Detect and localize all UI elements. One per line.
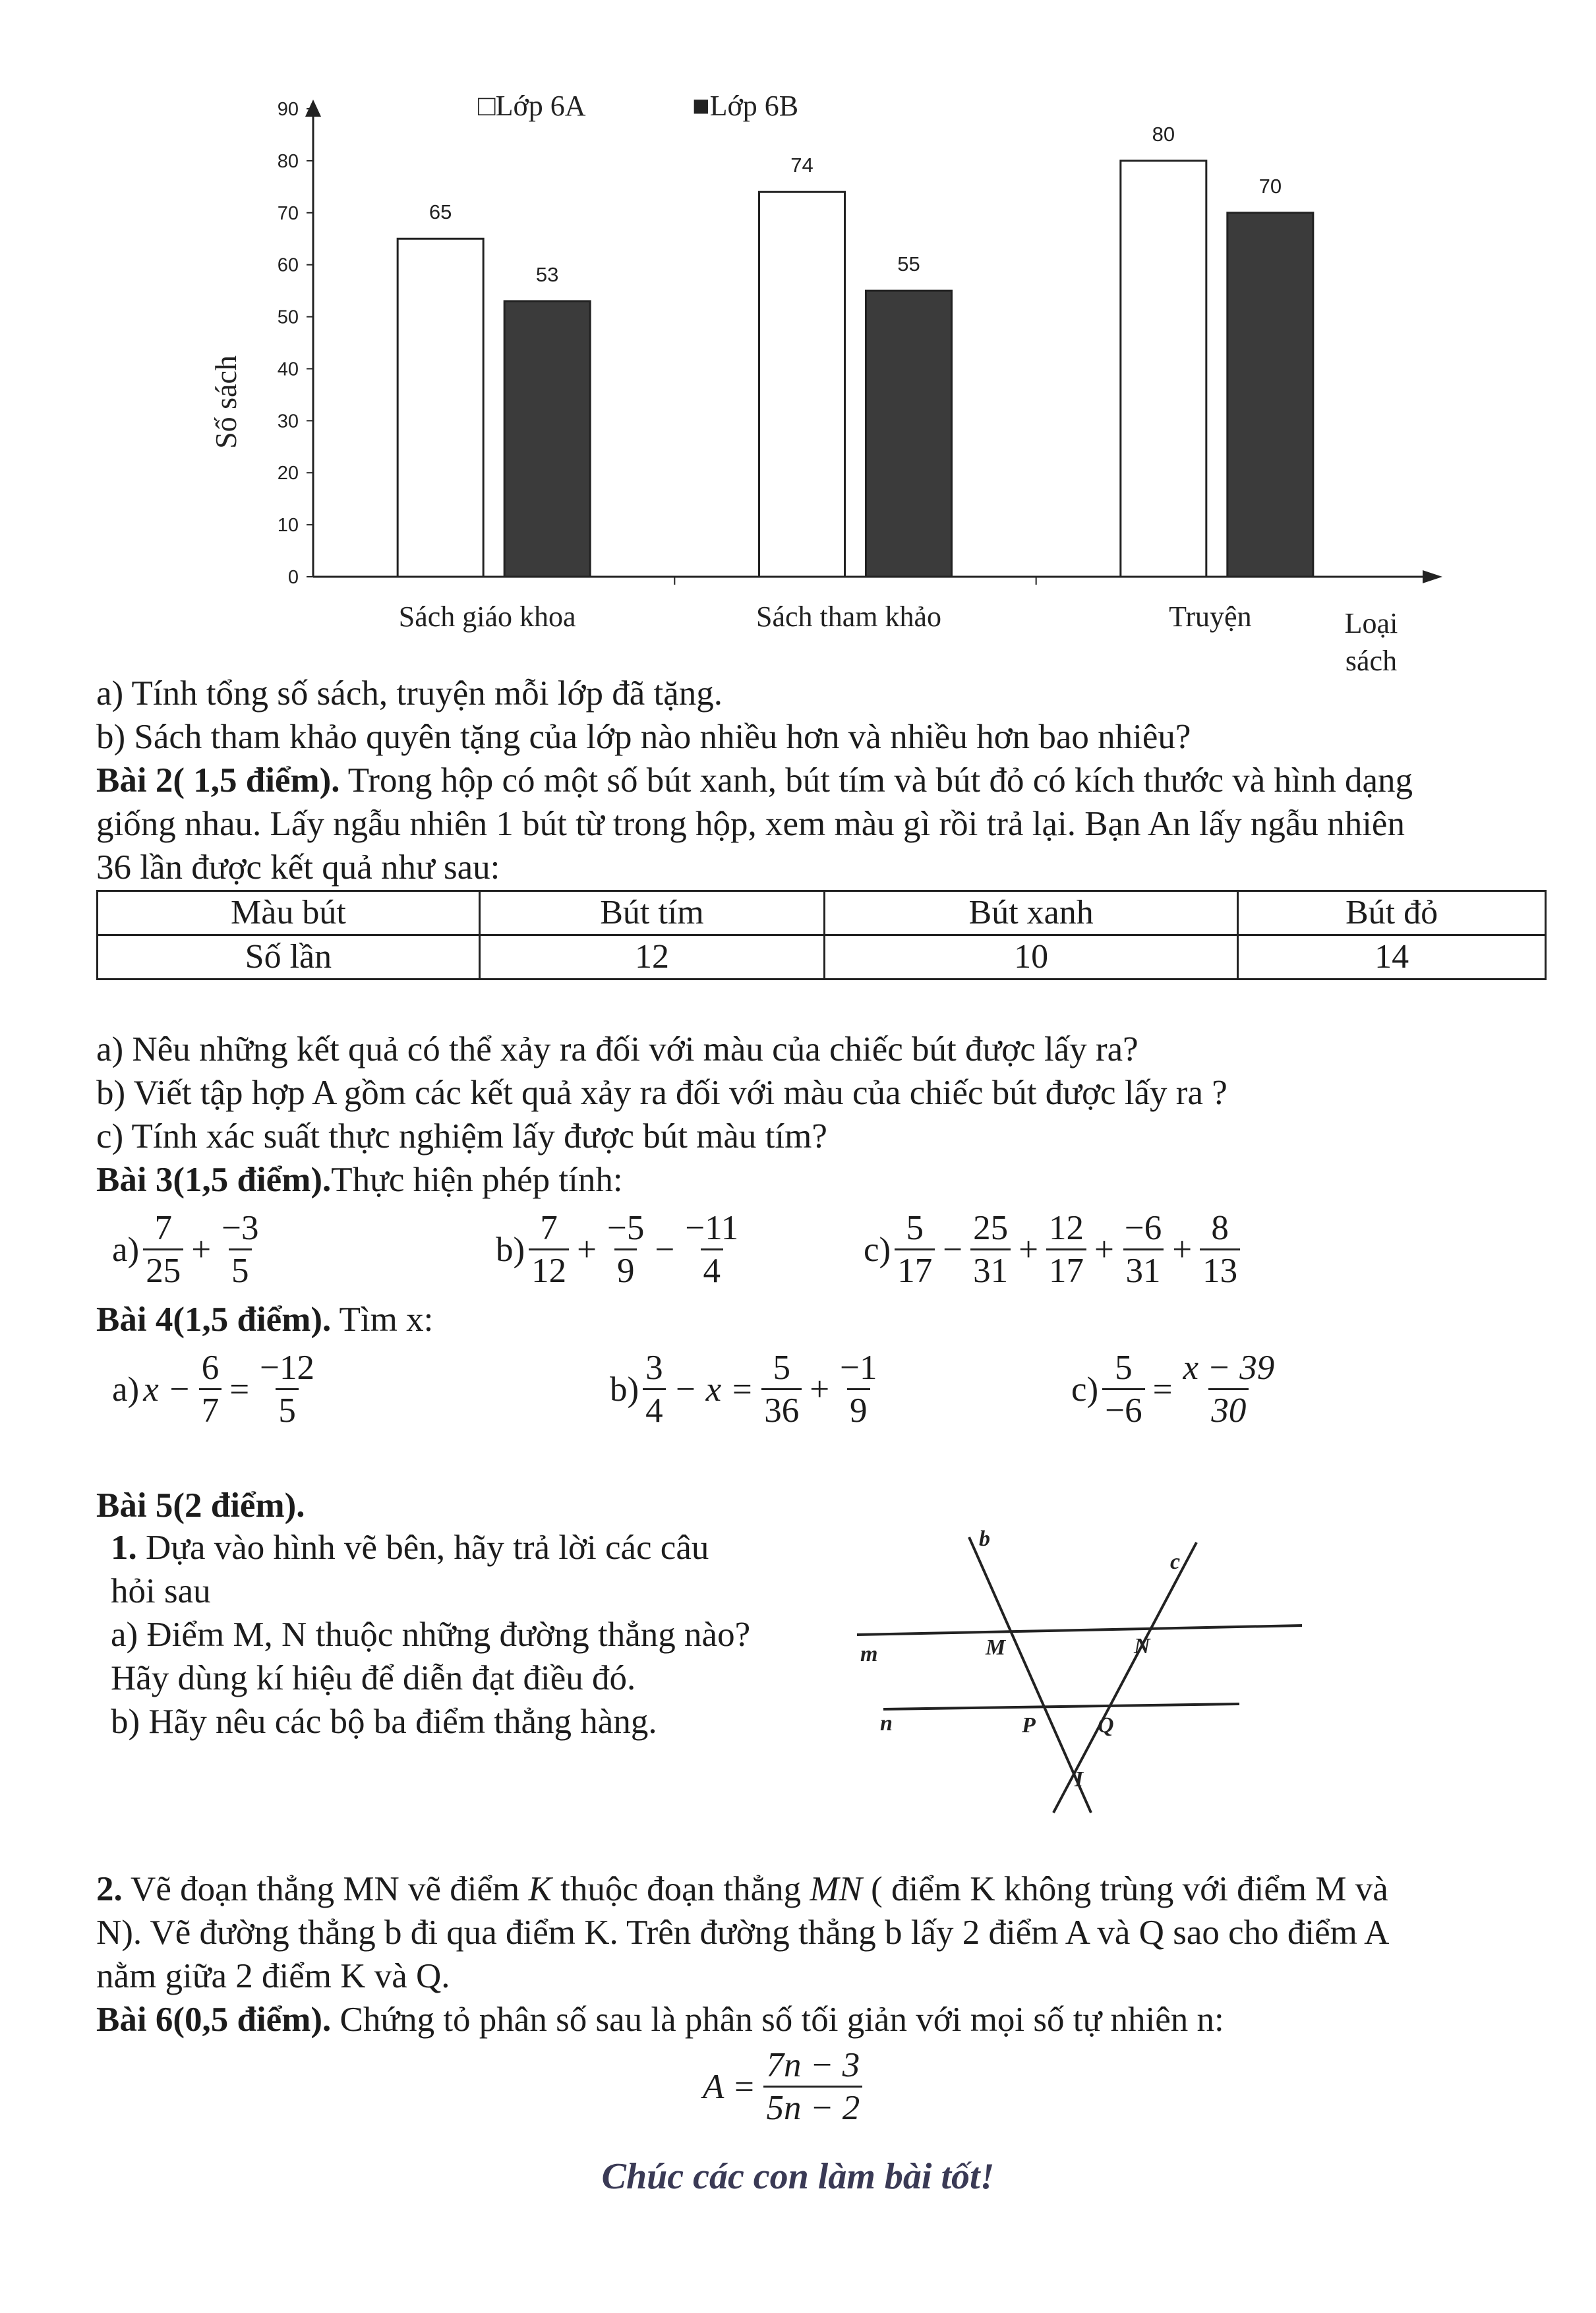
- q3-b-label: b): [496, 1230, 525, 1269]
- fraction: $\frac{6}{7}$: [199, 1347, 222, 1431]
- x-axis-title-line1: Loại: [1344, 607, 1398, 639]
- legend-6b: ■Lớp 6B: [692, 90, 799, 122]
- q4-b-expr: b) $\frac{3}{4}$ − x = $\frac{5}{36}$ + $\frac{-1}{9}$: [610, 1347, 884, 1431]
- q6-title: Bài 6(0,5 điểm).: [96, 2001, 332, 2039]
- q2-b: b) Viết tập hợp A gồm các kết quả xảy ra đối với màu của chiếc bút được lấy ra ?: [96, 1074, 1227, 1112]
- line-m: [857, 1625, 1302, 1635]
- bar: [759, 192, 845, 577]
- fraction: $\frac{7n - 3}{5n - 2}$: [763, 2045, 862, 2128]
- q6-heading: [96, 1999, 1224, 2041]
- legend: [478, 90, 798, 122]
- q5-p1-a1: a) Điểm M, N thuộc những đường thẳng nào?: [111, 1616, 751, 1654]
- q3-c-label: c): [864, 1230, 891, 1269]
- y-axis-title: Số sách: [209, 355, 243, 449]
- bar: [1227, 213, 1313, 577]
- q5-p1-line1: 1. Dựa vào hình vẽ bên, hãy trả lời các câu: [111, 1529, 709, 1567]
- bar-value-label: 53: [535, 262, 559, 286]
- label-Q: Q: [1098, 1713, 1114, 1738]
- bar-value-label: 55: [897, 252, 920, 276]
- bar: [1121, 161, 1206, 577]
- q5-p2-line3: nằm giữa 2 điểm K và Q.: [96, 1957, 450, 1995]
- fraction: $\frac{5}{36}$: [761, 1347, 802, 1431]
- table-cell: Màu bút: [98, 891, 480, 935]
- bar-value-label: 70: [1258, 174, 1282, 198]
- table-cell: Bút xanh: [825, 891, 1238, 935]
- q5-p1-a2: Hãy dùng kí hiệu để diễn đạt điều đó.: [111, 1659, 636, 1697]
- fraction: $\frac{5}{17}$: [895, 1208, 935, 1291]
- y-tick-label: 0: [287, 567, 299, 588]
- y-tick-label: 90: [277, 99, 299, 120]
- q5-title: Bài 5(2 điểm).: [96, 1486, 305, 1525]
- q2-intro-line1: [96, 759, 1413, 802]
- table-cell: Số lần: [98, 935, 480, 980]
- q1-b: b) Sách tham khảo quyên tặng của lớp nào nhiều hơn và nhiều hơn bao nhiêu?: [96, 718, 1191, 756]
- category-label: Sách tham khảo: [755, 600, 942, 633]
- pen-table: [96, 890, 1547, 980]
- y-tick-label: 40: [277, 359, 299, 380]
- bar: [866, 291, 952, 577]
- table-cell: Bút tím: [479, 891, 824, 935]
- fraction: $\frac{-5}{9}$: [607, 1209, 645, 1290]
- bar-value-label: 65: [429, 200, 452, 224]
- fraction: $\frac{12}{17}$: [1046, 1208, 1086, 1291]
- category-label: Truyện: [1169, 600, 1252, 633]
- closing-message: Chúc các con làm bài tốt!: [601, 2156, 995, 2197]
- table-row: [98, 935, 1546, 980]
- label-I: I: [1075, 1767, 1084, 1792]
- q2-intro-text: Trong hộp có một số bút xanh, bút tím và bút đỏ có kích thước và hình dạng: [340, 761, 1413, 800]
- table-cell: 10: [825, 935, 1238, 980]
- geometry-figure: [844, 1523, 1318, 1819]
- label-b: b: [979, 1527, 990, 1551]
- fraction: $\frac{-3}{5}$: [222, 1209, 259, 1290]
- y-tick-label: 50: [277, 307, 299, 328]
- q3-heading: [96, 1159, 623, 1201]
- q4-text: Tìm x:: [331, 1301, 434, 1339]
- q5-p2-line2: N). Vẽ đường thẳng b đi qua điểm K. Trên đường thẳng b lấy 2 điểm A và Q sao cho điểm A: [96, 1914, 1390, 1952]
- q3-c-expr: c) $\frac{5}{17}$ − $\frac{25}{31}$ + $\frac{12}{17}$ + $\frac{-6}{31}$ + $\frac{8}{13}$: [864, 1208, 1244, 1291]
- fraction: $\frac{7}{25}$: [143, 1208, 183, 1291]
- label-M: M: [986, 1635, 1006, 1660]
- bar: [504, 301, 590, 577]
- table-row: [98, 891, 1546, 935]
- line-n: [883, 1704, 1239, 1709]
- table-cell: 12: [479, 935, 824, 980]
- bar: [398, 239, 483, 577]
- label-m: m: [860, 1642, 878, 1666]
- label-N: N: [1134, 1634, 1150, 1658]
- fraction: $\frac{8}{13}$: [1200, 1208, 1240, 1291]
- fraction: $\frac{25}{31}$: [970, 1208, 1011, 1291]
- q5-p1-line2: hỏi sau: [111, 1572, 211, 1610]
- category-labels: [399, 577, 1252, 633]
- q4-a-label: a): [112, 1370, 140, 1409]
- q2-a: a) Nêu những kết quả có thể xảy ra đối với màu của chiếc bút được lấy ra?: [96, 1030, 1138, 1069]
- fraction: $\frac{5}{-6}$: [1102, 1347, 1144, 1431]
- q2-intro-line2: giống nhau. Lấy ngẫu nhiên 1 bút từ trong hộp, xem màu gì rồi trả lại. Bạn An lấy ngẫu nhiên: [96, 805, 1405, 843]
- bar-chart: [198, 86, 1463, 692]
- y-tick-label: 60: [277, 254, 299, 276]
- q5-p2-line1: 2. Vẽ đoạn thẳng MN vẽ điểm K thuộc đoạn thẳng MN ( điểm K không trùng với điểm M và: [96, 1870, 1388, 1908]
- q3-b-expr: b) $\frac{7}{12}$ + $\frac{-5}{9}$ − $\frac{-11}{4}$: [496, 1208, 745, 1291]
- bars: [398, 123, 1313, 577]
- fraction: $\frac{-12}{5}$: [260, 1349, 315, 1430]
- y-tick-label: 10: [277, 515, 299, 537]
- q3-a-label: a): [112, 1230, 140, 1269]
- y-tick-label: 70: [277, 202, 299, 224]
- category-label: Sách giáo khoa: [398, 600, 576, 633]
- label-n: n: [880, 1711, 893, 1736]
- fraction: $\frac{-1}{9}$: [840, 1349, 877, 1430]
- q3-text: Thực hiện phép tính:: [331, 1161, 623, 1199]
- q4-a-expr: a) x − $\frac{6}{7}$ = $\frac{-12}{5}$: [112, 1347, 321, 1431]
- q2-intro-line3: 36 lần được kết quả như sau:: [96, 848, 500, 887]
- line-b: [969, 1537, 1091, 1813]
- q2-c: c) Tính xác suất thực nghiệm lấy được bút màu tím?: [96, 1117, 827, 1156]
- fraction: $\frac{7}{12}$: [529, 1208, 569, 1291]
- q2-title: Bài 2( 1,5 điểm).: [96, 761, 340, 800]
- q1-a: a) Tính tổng số sách, truyện mỗi lớp đã tặng.: [96, 674, 723, 713]
- label-c: c: [1170, 1550, 1181, 1574]
- fraction: $\frac{-11}{4}$: [685, 1209, 739, 1290]
- y-tick-label: 30: [277, 411, 299, 432]
- q4-heading: [96, 1299, 433, 1341]
- table-cell: Bút đỏ: [1238, 891, 1546, 935]
- q3-title: Bài 3(1,5 điểm).: [96, 1161, 332, 1199]
- q4-c-expr: c) $\frac{5}{-6}$ = $\frac{x - 39}{30}$: [1071, 1347, 1281, 1431]
- x-axis-title-line2: sách: [1345, 645, 1398, 677]
- bar-value-label: 80: [1152, 122, 1175, 146]
- fraction: $\frac{-6}{31}$: [1122, 1208, 1164, 1291]
- fraction: $\frac{x - 39}{30}$: [1183, 1349, 1275, 1430]
- q4-c-label: c): [1071, 1370, 1099, 1409]
- q4-title: Bài 4(1,5 điểm).: [96, 1301, 332, 1339]
- x-axis-arrow: [1423, 570, 1442, 583]
- q6-fraction-expr: A = $\frac{7n - 3}{5n - 2}$: [699, 2045, 866, 2128]
- q5-p1-b: b) Hãy nêu các bộ ba điểm thẳng hàng.: [111, 1703, 657, 1741]
- q3-a-expr: a) $\frac{7}{25}$ + $\frac{-3}{5}$: [112, 1208, 265, 1291]
- y-tick-label: 80: [277, 150, 299, 172]
- q4-b-label: b): [610, 1370, 639, 1409]
- bar-value-label: 74: [790, 154, 813, 177]
- label-P: P: [1022, 1713, 1036, 1738]
- y-tick-label: 20: [277, 463, 299, 484]
- table-cell: 14: [1238, 935, 1546, 980]
- legend-6a: □Lớp 6A: [478, 90, 586, 122]
- fraction: $\frac{3}{4}$: [643, 1347, 666, 1431]
- q6-text: Chứng tỏ phân số sau là phân số tối giản với mọi số tự nhiên n:: [331, 2001, 1224, 2039]
